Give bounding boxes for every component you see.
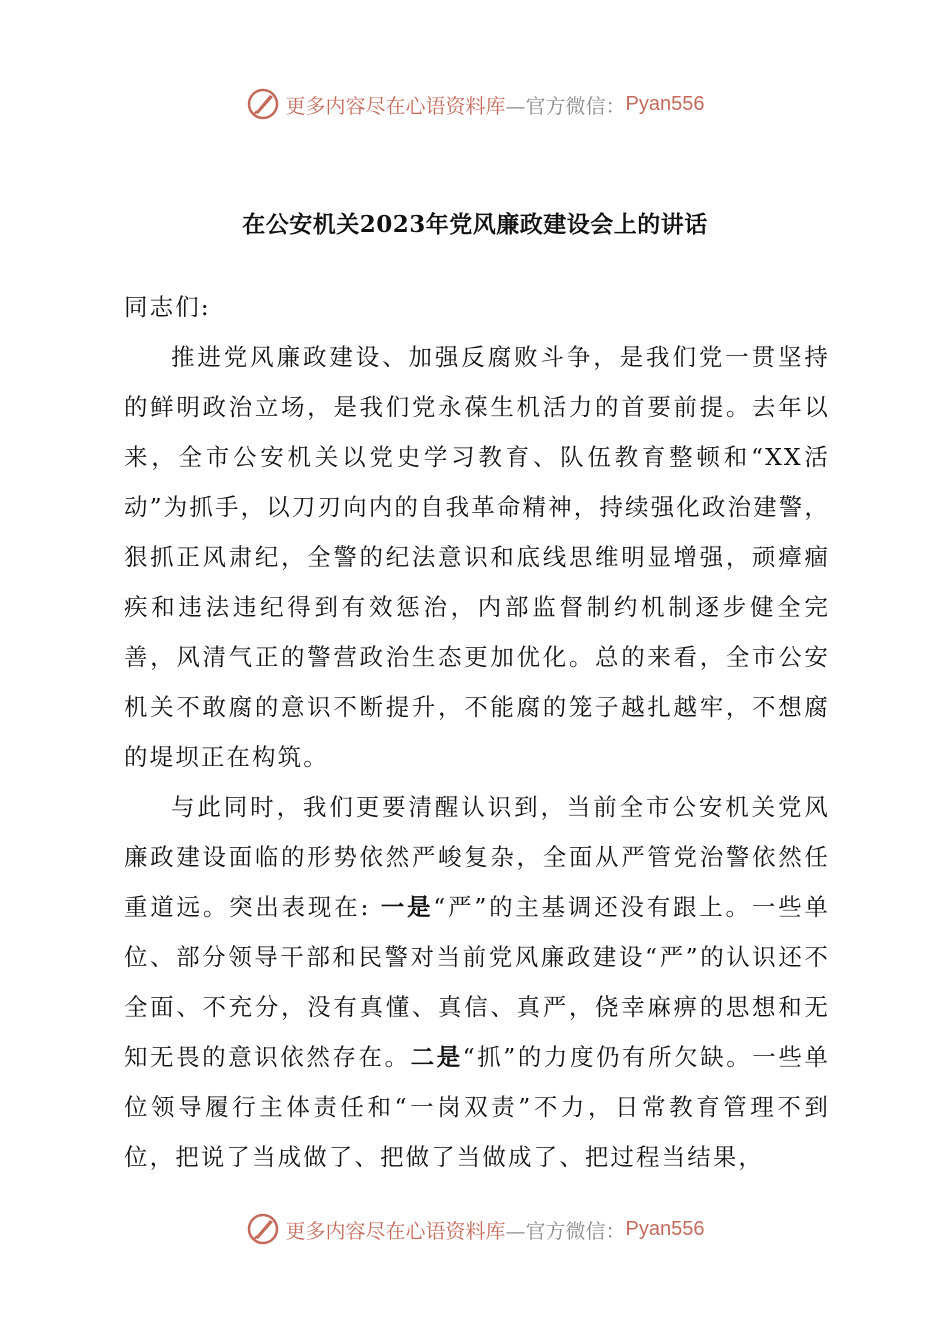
banner-wechat-id: Pyan556	[625, 1217, 705, 1240]
header-watermark-banner	[0, 84, 950, 124]
document-body	[124, 282, 830, 1182]
point-two-label: 二是	[410, 1043, 463, 1071]
paragraph-1: 推进党风廉政建设、加强反腐败斗争，是我们党一贯坚持的鲜明政治立场，是我们党永葆生机活力的首要前提。去年以来，全市公安机关以党史学习教育、队伍教育整顿和“XX活动”为抓手，以刀刃向内的自我革命精神，持续强化政治建警，狠抓正风肃纪，全警的纪法意识和底线思维明显增强，顽瘴痼疾和违法违纪得到有效惩治，内部监督制约机制逐步健全完善，风清气正的警营政治生态更加优化。总的来看，全市公安机关不敢腐的意识不断提升，不能腐的笼子越扎越牢，不想腐的堤坝正在构筑。	[124, 343, 830, 771]
point-two-text: “抓”的力度仍有所欠缺。一些单位领导履行主体责任和“一岗双责”不力，日常教育管理不到位，把说了当成做了、把做了当做成了、把过程当结果，	[124, 1043, 831, 1171]
banner-wechat-id: Pyan556	[625, 92, 705, 115]
footer-watermark-banner	[0, 1209, 950, 1249]
paragraph-2-intro: 与此同时，我们更要清醒认识到，当前全市公安机关党风廉政建设面临的形势依然严峻复杂，全面从严管党治警依然任重道远。突出表现在:	[124, 793, 830, 921]
point-one-label: 一是	[380, 893, 434, 921]
banner-main-text: 更多内容尽在心语资料库	[285, 93, 506, 118]
quill-pen-logo-icon	[246, 87, 280, 121]
banner-separator-text: —官方微信：	[505, 1218, 626, 1243]
quill-pen-logo-icon	[246, 1212, 280, 1246]
banner-main-text: 更多内容尽在心语资料库	[285, 1218, 506, 1243]
paragraph-2	[124, 782, 830, 1182]
page-title: 在公安机关2023年党风廉政建设会上的讲话	[242, 211, 708, 238]
salutation: 同志们:	[124, 293, 211, 321]
banner-separator-text: —官方微信：	[505, 93, 626, 118]
point-one-text: “严”的主基调还没有跟上。一些单位、部分领导干部和民警对当前党风廉政建设“严”的认识还不全面、不充分，没有真懂、真信、真严，侥幸麻痹的思想和无知无畏的意识依然存在。	[124, 893, 830, 1071]
